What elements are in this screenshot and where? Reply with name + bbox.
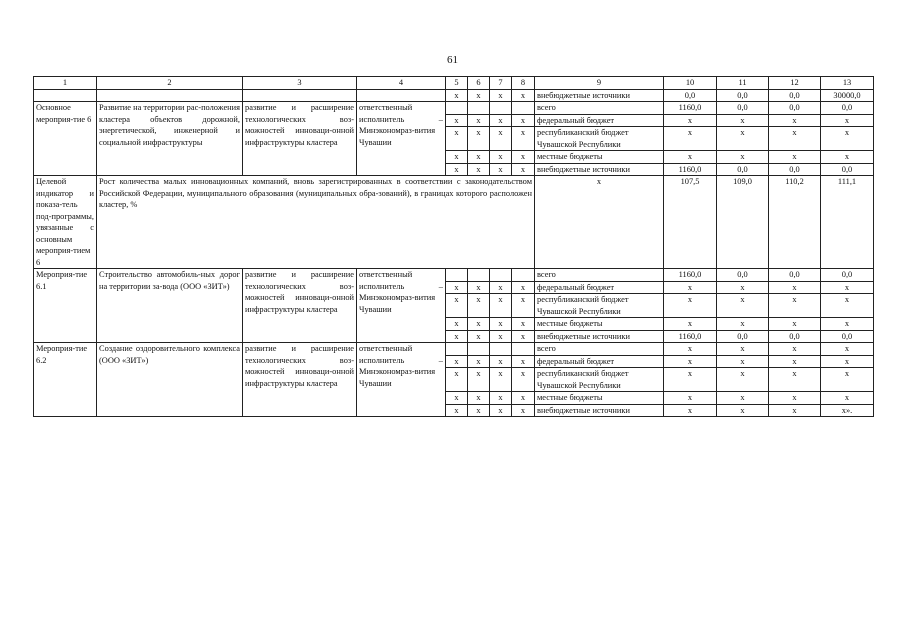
source-cell: внебюджетные источники [535, 89, 664, 102]
code-cell: x [468, 151, 490, 164]
code-cell: x [490, 114, 512, 127]
source-cell: всего [535, 343, 664, 356]
value-cell: 1160,0 [664, 163, 717, 176]
code-cell: x [468, 318, 490, 331]
indicator-value: 107,5 [664, 176, 717, 269]
header-cell: 7 [490, 77, 512, 90]
indicator-row [34, 176, 874, 269]
program-table [33, 76, 874, 417]
code-cell: x [446, 127, 468, 151]
indicator-value: 109,0 [717, 176, 769, 269]
code-cell: x [468, 281, 490, 294]
code-cell: x [468, 127, 490, 151]
header-cell: 9 [535, 77, 664, 90]
value-cell: 1160,0 [664, 269, 717, 282]
value-cell: x [664, 392, 717, 405]
value-cell: x [664, 151, 717, 164]
header-cell: 3 [243, 77, 357, 90]
value-cell: x [717, 151, 769, 164]
code-cell: x [512, 151, 535, 164]
code-cell: x [468, 404, 490, 417]
value-cell: 0,0 [821, 102, 874, 115]
code-cell: x [446, 404, 468, 417]
empty-cell [243, 89, 357, 102]
value-cell: 0,0 [717, 163, 769, 176]
cell: x [468, 89, 490, 102]
code-cell: x [512, 330, 535, 343]
code-cell: x [490, 355, 512, 368]
code-cell: x [468, 163, 490, 176]
empty-cell [97, 89, 243, 102]
code-cell: x [512, 392, 535, 405]
header-cell: 13 [821, 77, 874, 90]
code-cell: x [490, 392, 512, 405]
measure-goal: развитие и расширение технологических воз-можностей инноваци-онной инфраструктуры кластера [243, 102, 357, 176]
value-cell: x [769, 114, 821, 127]
code-cell: x [446, 368, 468, 392]
code-cell: x [490, 294, 512, 318]
code-cell: x [446, 151, 468, 164]
value-cell: x [769, 392, 821, 405]
code-cell [512, 343, 535, 356]
value-cell: x». [821, 404, 874, 417]
code-cell: x [512, 114, 535, 127]
code-cell: x [468, 392, 490, 405]
source-cell: республиканский бюджет Чувашской Республики [535, 294, 664, 318]
header-cell: 12 [769, 77, 821, 90]
value-cell: x [821, 355, 874, 368]
value-cell: x [717, 368, 769, 392]
source-cell: федеральный бюджет [535, 355, 664, 368]
value-cell: x [717, 404, 769, 417]
value-cell: x [664, 294, 717, 318]
cell: x [490, 89, 512, 102]
source-cell: республиканский бюджет Чувашской Республики [535, 368, 664, 392]
code-cell: x [446, 330, 468, 343]
value-cell: x [717, 355, 769, 368]
code-cell [512, 102, 535, 115]
indicator-label: Целевой индикатор и показа-тель под-программы, увязанные с основным мероприя-тием 6 [34, 176, 97, 269]
responsible-executor: ответственный исполнитель – Минэкономраз-вития Чувашии [357, 343, 446, 417]
value-cell: x [821, 392, 874, 405]
table-row [34, 343, 874, 356]
source-cell: всего [535, 269, 664, 282]
code-cell: x [446, 281, 468, 294]
code-cell: x [446, 318, 468, 331]
code-cell: x [490, 330, 512, 343]
value-cell: 1160,0 [664, 330, 717, 343]
code-cell: x [468, 114, 490, 127]
code-cell [468, 102, 490, 115]
code-cell: x [490, 281, 512, 294]
code-cell [512, 269, 535, 282]
value-cell: x [769, 404, 821, 417]
value-cell: x [664, 114, 717, 127]
code-cell [490, 343, 512, 356]
value-cell: 0,0 [769, 330, 821, 343]
code-cell [490, 269, 512, 282]
value-cell: x [664, 343, 717, 356]
code-cell [468, 269, 490, 282]
value-cell: 0,0 [717, 269, 769, 282]
code-cell [446, 269, 468, 282]
value-cell: x [664, 318, 717, 331]
measure-goal: развитие и расширение технологических воз-можностей инноваци-онной инфраструктуры кластера [243, 343, 357, 417]
code-cell: x [512, 163, 535, 176]
responsible-executor: ответственный исполнитель – Минэкономраз-вития Чувашии [357, 102, 446, 176]
code-cell: x [490, 404, 512, 417]
measure-description: Развитие на территории рас-положения кластера объектов дорожной, энергетической, инженерной и социальной инфраструктуры [97, 102, 243, 176]
source-cell: местные бюджеты [535, 392, 664, 405]
value-cell: x [769, 355, 821, 368]
value-cell: x [717, 294, 769, 318]
measure-label: Мероприя-тие 6.1 [34, 269, 97, 343]
measure-label: Основное мероприя-тие 6 [34, 102, 97, 176]
code-cell: x [446, 294, 468, 318]
code-cell: x [446, 163, 468, 176]
value-cell: x [769, 127, 821, 151]
source-cell: внебюджетные источники [535, 163, 664, 176]
value-cell: x [717, 392, 769, 405]
code-cell [468, 343, 490, 356]
source-cell: всего [535, 102, 664, 115]
header-cell: 8 [512, 77, 535, 90]
code-cell: x [490, 151, 512, 164]
header-cell: 2 [97, 77, 243, 90]
header-cell: 5 [446, 77, 468, 90]
value-cell: x [664, 355, 717, 368]
table-row [34, 102, 874, 115]
source-cell: федеральный бюджет [535, 114, 664, 127]
value-cell: x [769, 318, 821, 331]
cell: x [446, 89, 468, 102]
value-cell: x [717, 281, 769, 294]
value-cell: x [664, 368, 717, 392]
value-cell: x [821, 127, 874, 151]
header-cell: 10 [664, 77, 717, 90]
cell: x [512, 89, 535, 102]
measure-description: Строительство автомобиль-ных дорог на территории за-вода (ООО «ЗИТ») [97, 269, 243, 343]
value-cell: x [821, 318, 874, 331]
value-cell: 0,0 [821, 163, 874, 176]
measure-goal: развитие и расширение технологических воз-можностей инноваци-онной инфраструктуры кластера [243, 269, 357, 343]
code-cell: x [446, 355, 468, 368]
header-row [34, 77, 874, 90]
empty-cell [34, 89, 97, 102]
source-cell: местные бюджеты [535, 151, 664, 164]
code-cell: x [490, 368, 512, 392]
measure-label: Мероприя-тие 6.2 [34, 343, 97, 417]
header-cell: 11 [717, 77, 769, 90]
code-cell: x [468, 294, 490, 318]
measure-description: Создание оздоровительного комплекса (ООО «ЗИТ») [97, 343, 243, 417]
value-cell: x [769, 294, 821, 318]
code-cell: x [468, 355, 490, 368]
value-cell: x [769, 343, 821, 356]
value-cell: x [664, 127, 717, 151]
value-cell: 0,0 [664, 89, 717, 102]
code-cell: x [512, 127, 535, 151]
value-cell: 0,0 [717, 330, 769, 343]
value-cell: 0,0 [717, 89, 769, 102]
value-cell: x [717, 318, 769, 331]
value-cell: x [821, 114, 874, 127]
table-row [34, 89, 874, 102]
responsible-executor: ответственный исполнитель – Минэкономраз-вития Чувашии [357, 269, 446, 343]
indicator-text: Рост количества малых инновационных компаний, вновь зарегистрированных в соответствии с законодательством Российской Федерации, муниципального образования (муниципальных обра-зований), в границах которого расположен кластер, % [97, 176, 535, 269]
value-cell: 0,0 [821, 269, 874, 282]
code-cell: x [512, 281, 535, 294]
code-cell [446, 343, 468, 356]
indicator-value: 111,1 [821, 176, 874, 269]
page-number: 61 [447, 54, 458, 66]
value-cell: x [821, 151, 874, 164]
value-cell: x [717, 114, 769, 127]
code-cell [490, 102, 512, 115]
value-cell: x [821, 281, 874, 294]
indicator-value: 110,2 [769, 176, 821, 269]
code-cell: x [512, 404, 535, 417]
value-cell: 0,0 [769, 89, 821, 102]
value-cell: 0,0 [769, 269, 821, 282]
header-cell: 4 [357, 77, 446, 90]
header-cell: 6 [468, 77, 490, 90]
value-cell: 1160,0 [664, 102, 717, 115]
table-row [34, 269, 874, 282]
code-cell: x [490, 318, 512, 331]
value-cell: x [717, 127, 769, 151]
code-cell: x [490, 163, 512, 176]
code-cell: x [512, 368, 535, 392]
code-cell: x [490, 127, 512, 151]
value-cell: x [769, 281, 821, 294]
source-cell: внебюджетные источники [535, 404, 664, 417]
source-cell: внебюджетные источники [535, 330, 664, 343]
value-cell: x [821, 368, 874, 392]
value-cell: 0,0 [821, 330, 874, 343]
source-cell: республиканский бюджет Чувашской Республики [535, 127, 664, 151]
code-cell: x [512, 318, 535, 331]
value-cell: 0,0 [717, 102, 769, 115]
value-cell: x [821, 294, 874, 318]
code-cell: x [468, 330, 490, 343]
value-cell: x [769, 368, 821, 392]
value-cell: x [769, 151, 821, 164]
code-cell: x [512, 294, 535, 318]
indicator-c9: x [535, 176, 664, 269]
value-cell: 0,0 [769, 102, 821, 115]
value-cell: 30000,0 [821, 89, 874, 102]
code-cell: x [446, 392, 468, 405]
code-cell: x [512, 355, 535, 368]
value-cell: 0,0 [769, 163, 821, 176]
code-cell: x [446, 114, 468, 127]
value-cell: x [664, 281, 717, 294]
source-cell: федеральный бюджет [535, 281, 664, 294]
value-cell: x [821, 343, 874, 356]
value-cell: x [664, 404, 717, 417]
header-cell: 1 [34, 77, 97, 90]
source-cell: местные бюджеты [535, 318, 664, 331]
code-cell: x [468, 368, 490, 392]
empty-cell [357, 89, 446, 102]
code-cell [446, 102, 468, 115]
value-cell: x [717, 343, 769, 356]
